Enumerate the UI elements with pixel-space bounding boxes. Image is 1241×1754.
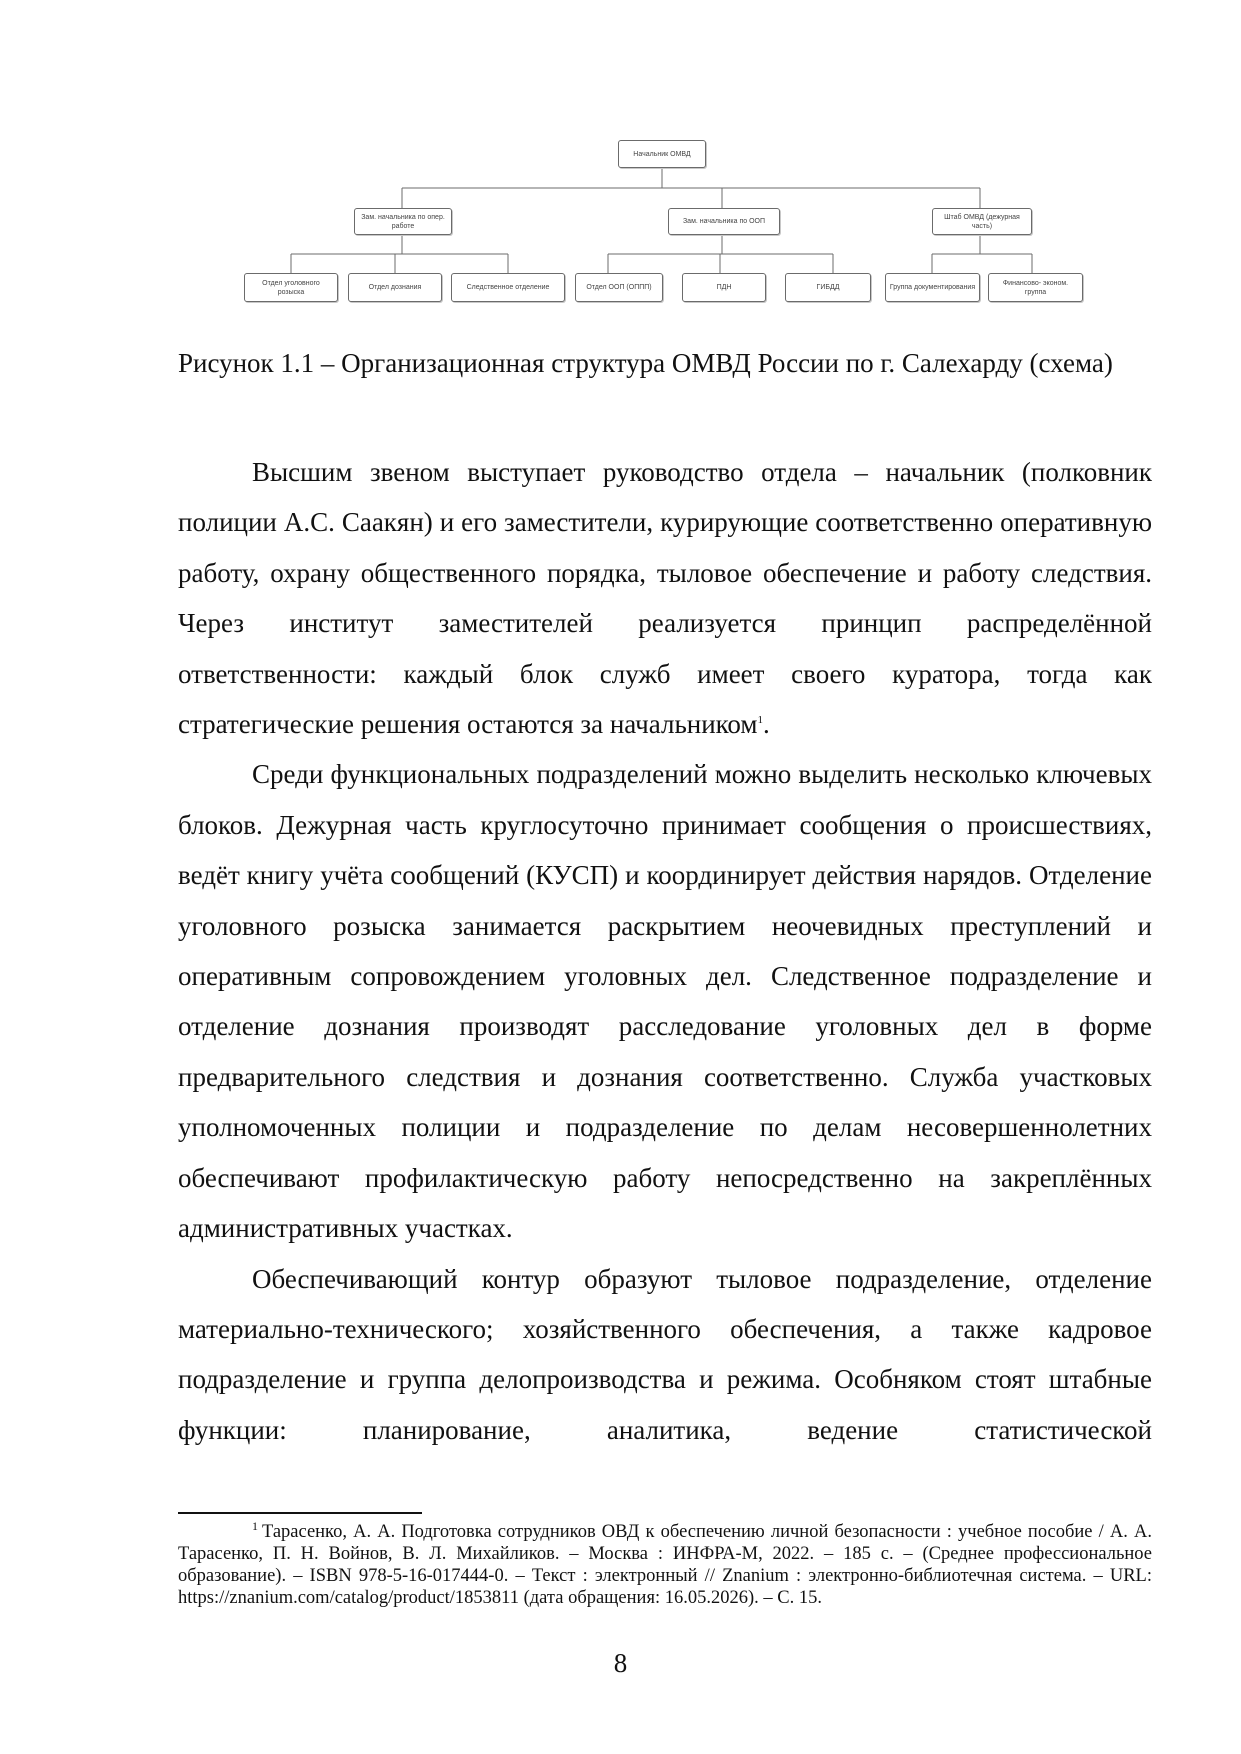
org-box-traffic-police: ГИБДД — [785, 273, 871, 302]
figure-caption: Рисунок 1.1 – Организационная структура ОМВД России по г. Салехарду (схема) — [178, 348, 1113, 378]
paragraph-1 — [178, 447, 1152, 749]
org-chart — [230, 132, 1100, 310]
org-box-inquiry: Отдел дознания — [348, 273, 442, 302]
paragraph-2: Среди функциональных подразделений можно выделить несколько ключевых блоков. Дежурная часть круглосуточно принимает сообщения о происшествиях, ведёт книгу учёта сообщений (КУСП) и координирует действия нарядов. Отделение уголовного розыска занимается раскрытием неочевидных преступлений и оперативным сопровождением уголовных дел. Следственное подразделение и отделение дознания производят расследование уголовных дел в форме предварительного следствия и дознания соответственно. Служба участковых уполномоченных полиции и подразделение по делам несовершеннолетних обеспечивают профилактическую работу непосредственно на закреплённых административных участках. — [178, 759, 1152, 1244]
footnote-separator — [178, 1512, 422, 1514]
footnote-reference[interactable]: 1 — [757, 714, 763, 727]
org-box-juvenile: ПДН — [682, 273, 766, 302]
footnote — [178, 1518, 1152, 1609]
org-box-deputy-operations: Зам. начальника по опер. работе — [354, 208, 452, 235]
footnote-text: Тарасенко, А. А. Подготовка сотрудников ОВД к обеспечению личной безопасности : учебное пособие / А. А. Тарасенко, П. Н. Войнов, В. Л. Михайликов. – Москва : ИНФРА-М, 2022. – 185 с. – (Среднее профессиональное образование). – ISBN 978-5-16-017444-0. – Текст : электронный // Znanium : электронно-библиотечная система. – URL: https://znanium.com/catalog/product/1853811 (дата обращения: 16.05.2026). – С. 15. — [178, 1522, 1152, 1608]
paragraph-1-end: . — [762, 709, 770, 740]
org-box-investigation: Следственное отделение — [451, 273, 565, 302]
paragraph-3: Обеспечивающий контур образуют тыловое подразделение, отделение материально-технического; хозяйственного обеспечения, а также кадровое подразделение и группа делопроизводства и режима. Особняком стоят штабные функции: планирование, аналитика, ведение статистической — [178, 1263, 1152, 1445]
page-number: 8 — [613, 1648, 628, 1678]
paragraph-1-text: Высшим звеном выступает руководство отдела – начальник (полковник полиции А.С. Саакян) и его заместители, курирующие соответственно оперативную работу, охрану общественного порядка, тыловое обеспечение и работу следствия. Через институт заместителей реализуется принцип распределённой ответственности: каждый блок служб имеет своего куратора, тогда как стратегические решения остаются за начальником — [178, 457, 1152, 740]
body-text — [178, 447, 1152, 1455]
footnote-number: 1 — [252, 1518, 258, 1533]
org-box-criminal-investigation: Отдел уголовного розыска — [244, 273, 338, 302]
org-box-public-order-dept: Отдел ООП (ОППП) — [575, 273, 663, 302]
org-box-head: Начальник ОМВД — [618, 140, 706, 168]
org-box-deputy-public-order: Зам. начальника по ООП — [668, 208, 780, 235]
org-box-documentation-group: Группа документирования — [885, 273, 980, 302]
org-box-finance-group: Финансово- эконом. группа — [988, 273, 1083, 302]
org-box-headquarters: Штаб ОМВД (дежурная часть) — [932, 208, 1032, 235]
